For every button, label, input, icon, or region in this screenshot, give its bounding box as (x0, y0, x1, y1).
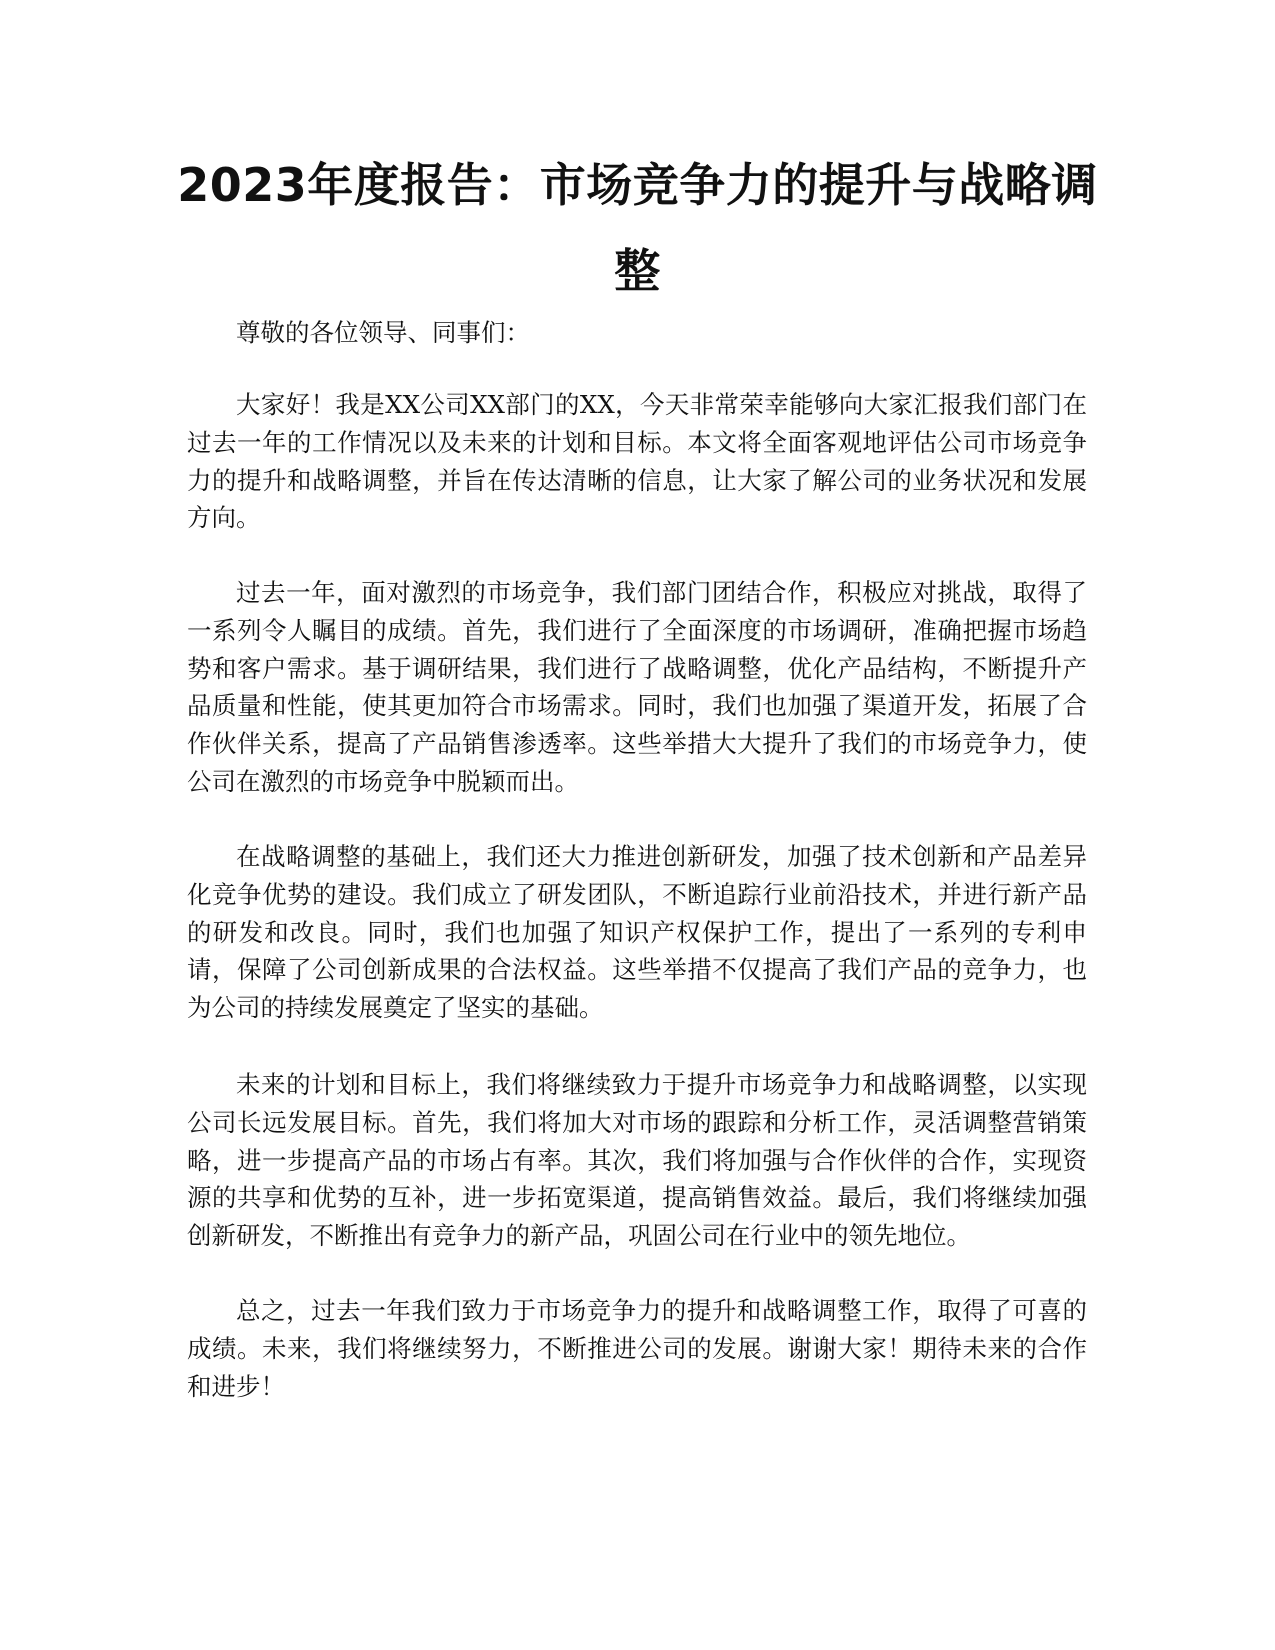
past-year-paragraph: 过去一年，面对激烈的市场竞争，我们部门团结合作，积极应对挑战，取得了一系列令人瞩目的成绩。首先，我们进行了全面深度的市场调研，准确把握市场趋势和客户需求。基于调研结果，我们进行了战略调整，优化产品结构，不断提升产品质量和性能，使其更加符合市场需求。同时，我们也加强了渠道开发，拓展了合作伙伴关系，提高了产品销售渗透率。这些举措大大提升了我们的市场竞争力，使公司在激烈的市场竞争中脱颖而出。 (187, 578, 1087, 796)
salutation-paragraph: 尊敬的各位领导、同事们： (236, 318, 530, 347)
introduction-paragraph: 大家好！我是XX公司XX部门的XX，今天非常荣幸能够向大家汇报我们部门在过去一年的工作情况以及未来的计划和目标。本文将全面客观地评估公司市场竞争力的提升和战略调整，并旨在传达清晰的信息，让大家了解公司的业务状况和发展方向。 (187, 390, 1087, 533)
future-plan-paragraph: 未来的计划和目标上，我们将继续致力于提升市场竞争力和战略调整，以实现公司长远发展目标。首先，我们将加大对市场的跟踪和分析工作，灵活调整营销策略，进一步提高产品的市场占有率。其次，我们将加强与合作伙伴的合作，实现资源的共享和优势的互补，进一步拓宽渠道，提高销售效益。最后，我们将继续加强创新研发，不断推出有竞争力的新产品，巩固公司在行业中的领先地位。 (187, 1070, 1087, 1251)
conclusion-paragraph: 总之，过去一年我们致力于市场竞争力的提升和战略调整工作，取得了可喜的成绩。未来，我们将继续努力，不断推进公司的发展。谢谢大家！期待未来的合作和进步！ (187, 1296, 1087, 1401)
document-title: 2023年度报告：市场竞争力的提升与战略调整 (177, 158, 1098, 298)
innovation-paragraph: 在战略调整的基础上，我们还大力推进创新研发，加强了技术创新和产品差异化竞争优势的建设。我们成立了研发团队，不断追踪行业前沿技术，并进行新产品的研发和改良。同时，我们也加强了知识产权保护工作，提出了一系列的专利申请，保障了公司创新成果的合法权益。这些举措不仅提高了我们产品的竞争力，也为公司的持续发展奠定了坚实的基础。 (187, 842, 1087, 1023)
